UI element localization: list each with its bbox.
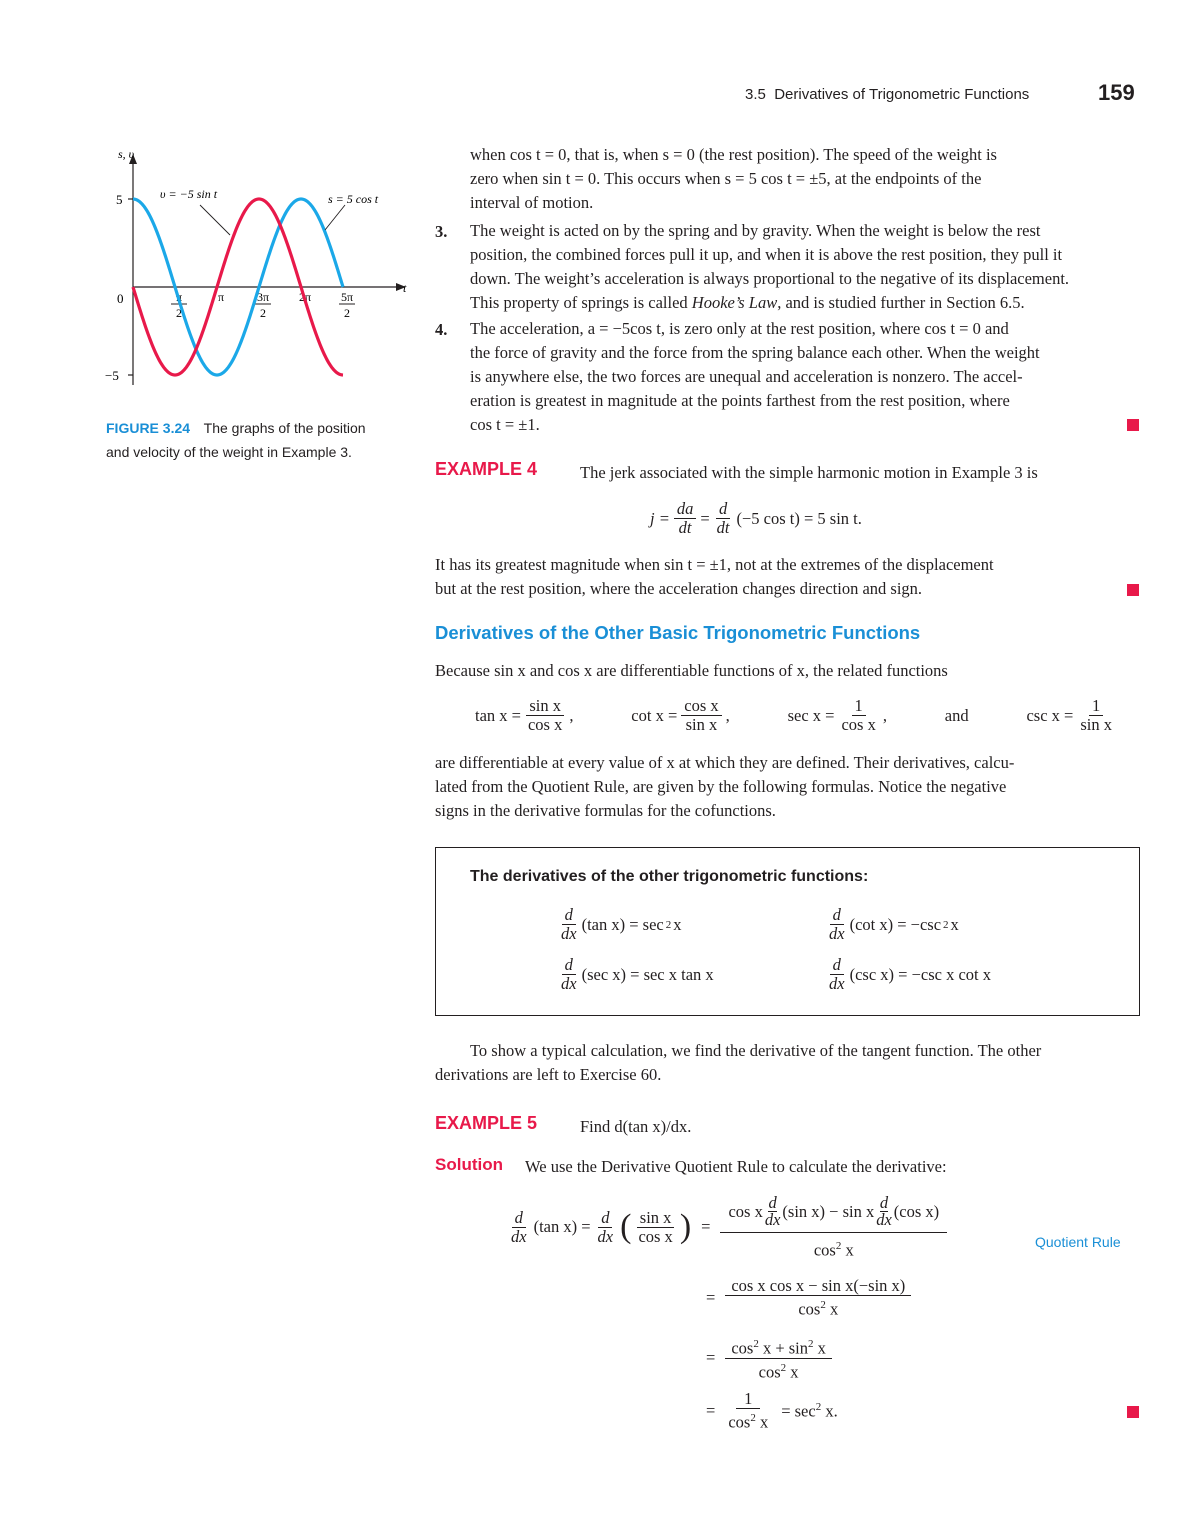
figure-caption	[106, 416, 416, 464]
item-4-number: 4.	[435, 320, 448, 339]
position-curve-label: s = 5 cos t	[328, 192, 379, 206]
derivation-step-4: = $\frac{1}{\cos^2 x}$ = $\sec^2 x$.	[706, 1389, 838, 1432]
quotient-rule-note: Quotient Rule	[1035, 1234, 1121, 1250]
solution-text: We use the Derivative Quotient Rule to calculate the derivative:	[525, 1157, 947, 1176]
jerk-equation: j = $\frac{da}{dt}$ = $\frac{d}{dt}$ (−5 cos t) = 5 sin t.	[650, 499, 862, 537]
tick-label-5: 5	[116, 192, 123, 207]
text-line: To show a typical calculation, we find the derivative of the tangent function. The other	[470, 1041, 1042, 1060]
text-line: down. The weight’s acceleration is always proportional to the negative of its displacement.	[470, 269, 1070, 288]
paragraph-continuation	[470, 143, 1140, 215]
text-line: are differentiable at every value of x at which they are defined. Their derivatives, calcu-	[435, 753, 1015, 772]
tick-label-neg5: −5	[105, 368, 119, 383]
typical-calculation	[435, 1039, 1140, 1087]
x-tick-label-denominator: 2	[343, 306, 350, 320]
solution-label: Solution	[435, 1155, 503, 1174]
def-and: and	[944, 705, 969, 725]
text-line: position, the combined forces pull it up, and when it is above the rest position, they pull it	[470, 245, 1063, 264]
formula-tan: $\frac{d}{dx}$ (tan x) = sec 2 x	[561, 905, 682, 943]
figure-caption-label: FIGURE 3.24	[106, 420, 191, 436]
after-definitions	[435, 751, 1140, 823]
x-tick-label-denominator: 2	[175, 306, 182, 320]
derivation-step-2: = $\frac{\text{cos x cos x − sin x(−sin x)}}{\cos^2 x}$	[706, 1277, 911, 1319]
x-tick-label-denominator: 2	[259, 306, 266, 320]
text-line: The weight is acted on by the spring and by gravity. When the weight is below the rest	[470, 221, 1041, 240]
x-tick-labels	[171, 283, 355, 320]
item-4-text	[470, 317, 1140, 437]
formula-cot: $\frac{d}{dx}$ (cot x) = −csc 2 x	[829, 905, 959, 943]
item-3-number: 3.	[435, 222, 448, 241]
box-title: The derivatives of the other trigonometric functions:	[470, 868, 869, 885]
end-proof-square	[1127, 419, 1139, 431]
figure-caption-text-1: The graphs of the position	[203, 420, 366, 436]
section-intro: Because sin x and cos x are differentiable functions of x, the related functions	[435, 661, 948, 680]
figure-caption-text-2: and velocity of the weight in Example 3.	[106, 444, 352, 460]
section-title: Derivatives of Trigonometric Functions	[774, 86, 1030, 103]
formula-csc: $\frac{d}{dx}$ (csc x) = −csc x cot x	[829, 955, 991, 993]
text-line: The acceleration, a = −5cos t, is zero only at the rest position, where cos t = 0 and	[470, 319, 1009, 338]
x-axis-label: t	[403, 281, 407, 295]
derivative-formulas-box	[435, 847, 1140, 1016]
position-label-leader	[325, 205, 345, 230]
item-3-text	[470, 219, 1140, 315]
formula-sec: $\frac{d}{dx}$ (sec x) = sec x tan x	[561, 955, 714, 993]
example-4-conclusion	[435, 553, 1140, 601]
hookes-law: Hooke’s Law	[691, 293, 778, 312]
text-line: It has its greatest magnitude when sin t = ±1, not at the extremes of the displacement	[435, 555, 994, 574]
page-number: 159	[1098, 80, 1135, 105]
derivation-step-3: = $\frac{\cos^2 x + \sin^2 x}{\cos^2 x}$	[706, 1335, 832, 1381]
def-csc: csc x = $\frac{1}{\text{sin x}}$	[1026, 696, 1112, 734]
derivation-step-1: $\frac{d}{dx}$ (tan x) = $\frac{d}{dx}$ ( $\frac{\text{sin x}}{\text{cos x}}$ ) = cos x $\frac{d}{dx}$ (sin x) − sin x $\frac{d}{dx}$ (cos x) $\cos^2 x$	[508, 1195, 947, 1260]
def-tan: tan x = $\frac{\text{sin x}}{\text{cos x}}$ ,	[475, 696, 574, 734]
y-axis-label: s, υ	[118, 147, 135, 161]
text-line: lated from the Quotient Rule, are given by the following formulas. Notice the negative	[435, 777, 1007, 796]
text-line: is anywhere else, the two forces are unequal and acceleration is nonzero. The accel-	[470, 367, 1023, 386]
text-line: cos t = ±1.	[470, 415, 540, 434]
def-cot: cot x = $\frac{\text{cos x}}{\text{sin x}}$ ,	[631, 696, 730, 734]
example-5-text: Find d(tan x)/dx.	[580, 1117, 692, 1136]
text-line: signs in the derivative formulas for the cofunctions.	[435, 801, 776, 820]
text-line: the force of gravity and the force from the spring balance each other. When the weight	[470, 343, 1040, 362]
def-sec: sec x = $\frac{1}{\text{cos x}}$ ,	[787, 696, 887, 734]
example-4-label: EXAMPLE 4	[435, 459, 538, 479]
x-tick-label: π	[175, 290, 183, 304]
section-heading: Derivatives of the Other Basic Trigonometric Functions	[435, 622, 921, 643]
end-proof-square	[1127, 584, 1139, 596]
velocity-curve-label: υ = −5 sin t	[160, 187, 218, 201]
example-4-text: The jerk associated with the simple harmonic motion in Example 3 is	[580, 463, 1038, 482]
x-tick-label: 2π	[298, 290, 312, 304]
text-line: but at the rest position, where the acceleration changes direction and sign.	[435, 579, 923, 598]
definitions-row	[475, 697, 1115, 734]
running-header	[745, 86, 1029, 103]
section-number: 3.5	[745, 86, 766, 103]
end-proof-square	[1127, 1406, 1139, 1418]
figure-3-24-graph	[100, 140, 410, 400]
text-line: eration is greatest in magnitude at the points farthest from the rest position, where	[470, 391, 1010, 410]
x-tick-label: 3π	[256, 290, 270, 304]
text-line: interval of motion.	[470, 193, 594, 212]
text-line: when cos t = 0, that is, when s = 0 (the rest position). The speed of the weight is	[470, 145, 997, 164]
x-tick-label: π	[217, 290, 225, 304]
tick-label-0: 0	[117, 291, 124, 306]
text-line: derivations are left to Exercise 60.	[435, 1065, 662, 1084]
velocity-label-leader	[200, 205, 230, 235]
example-5-label: EXAMPLE 5	[435, 1113, 538, 1133]
x-tick-label: 5π	[340, 290, 354, 304]
text-line: zero when sin t = 0. This occurs when s = 5 cos t = ±5, at the endpoints of the	[470, 169, 982, 188]
text-line: This property of springs is called Hooke’s Law, and is studied further in Section 6.5.	[470, 293, 1025, 312]
